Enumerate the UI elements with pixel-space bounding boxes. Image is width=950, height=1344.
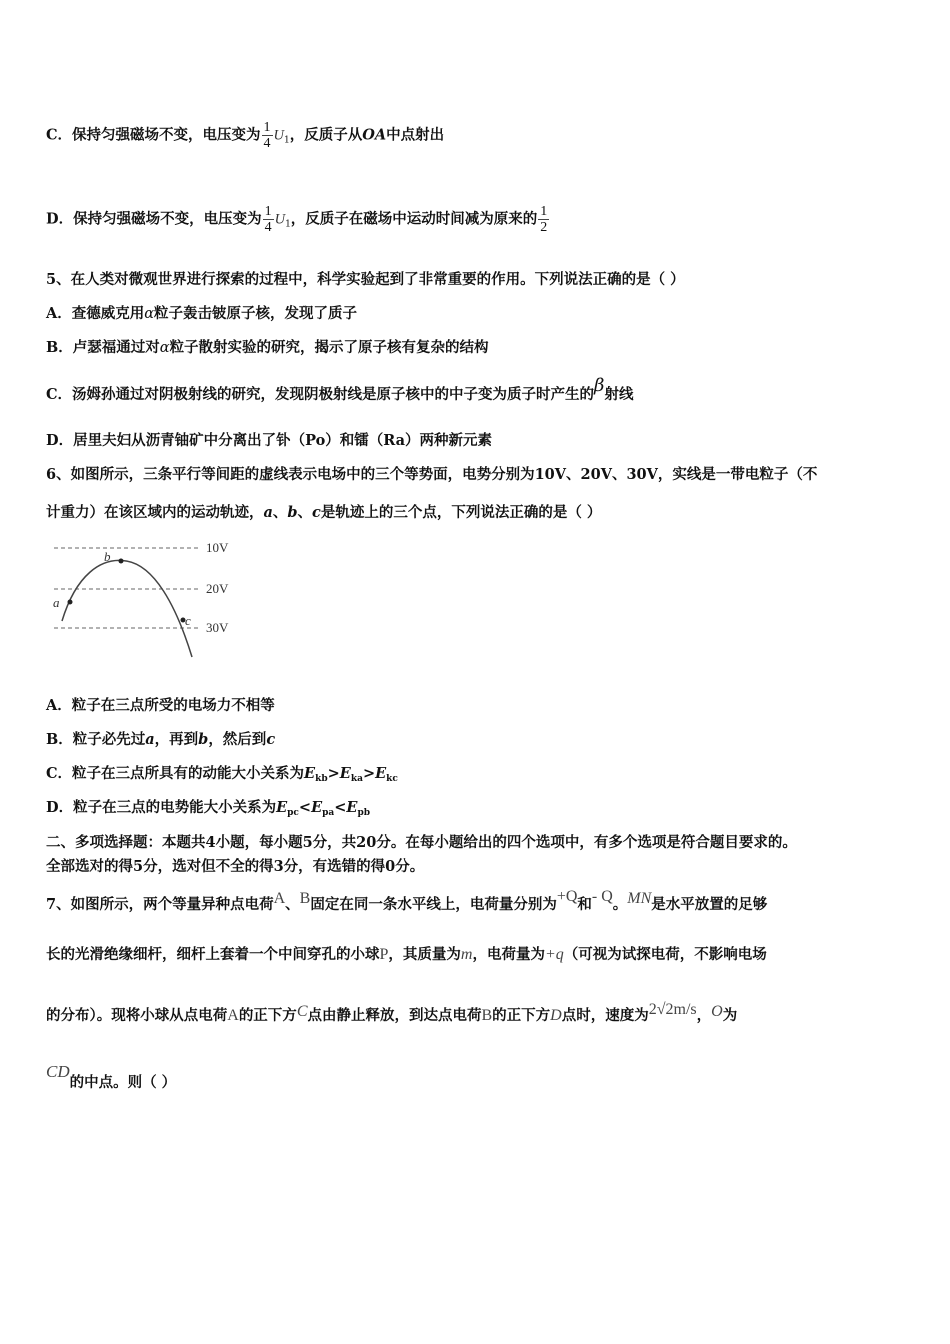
q5-stem: 5、在人类对微观世界进行探索的过程中，科学实验起到了非常重要的作用。下列说法正确的是（ ） [46,271,685,288]
option-text: C．保持匀强磁场不变，电压变为 [46,126,261,144]
q6-option-a: A．粒子在三点所受的电场力不相等 [46,697,275,714]
q6-stem-line2: 计重力）在该区域内的运动轨迹，a、b、c是轨迹上的三个点，下列说法正确的是（ ） [46,504,602,521]
q7-line3: 的分布）。现将小球从点电荷A的正下方C点由静止释放，到达点电荷B的正下方D点时，速度为2√2m/s，O为 [46,1001,738,1024]
q4-option-d: D．保持匀强磁场不变，电压变为 $\frac{1}{4}$ $U_1$，反质子在磁场中运动时间减为原来的 $\frac{1}{2}$ [46,204,548,235]
q6-option-b: B．粒子必先过a，再到b，然后到c [46,731,276,748]
q4-option-c: C．保持匀强磁场不变，电压变为 $\frac{1}{4}$ $U_1$，反质子从OA中点射出 [46,120,445,151]
q5-option-b: B．卢瑟福通过对α粒子散射实验的研究，揭示了原子核有复杂的结构 [46,339,489,356]
point-b [119,559,124,564]
fraction-one-quarter: $\frac{1}{4}$ [263,120,271,151]
q6-option-c: C．粒子在三点所具有的动能大小关系为$E_{kb}>E_{ka}>E_{kc}$ [46,765,398,784]
q5-option-a: A．查德威克用α粒子轰击铍原子核，发现了质子 [46,305,358,322]
section2-line2: 全部选对的得5分，选对但不全的得3分，有选错的得0分。 [46,858,425,875]
q5-option-d: D．居里夫妇从沥青铀矿中分离出了钋（Po）和镭（Ra）两种新元素 [46,432,493,449]
label-point-a: a [53,595,60,610]
fraction-one-half: $\frac{1}{2}$ [540,204,548,235]
alpha-symbol: α [144,306,155,322]
q6-stem-line1: 6、如图所示，三条平行等间距的虚线表示电场中的三个等势面，电势分别为10V、20V、30V，实线是一带电粒子（不 [46,466,818,483]
q6-option-d: D．粒子在三点的电势能大小关系为$E_{pc}<E_{pa}<E_{pb}$ [46,799,371,818]
fraction-one-quarter: $\frac{1}{4}$ [264,204,272,235]
equipotential-figure [46,535,246,660]
label-10v: 10V [206,540,229,555]
alpha-symbol: α [159,340,170,356]
velocity-value: 2√2m/s [648,1001,697,1018]
beta-symbol: β [594,375,605,396]
segment-oa: OA [362,126,387,144]
particle-trajectory [62,560,192,657]
voltage-symbol: U [273,127,285,144]
q7-line2: 长的光滑绝缘细杆，细杆上套着一个中间穿孔的小球P，其质量为m，电荷量为+q（可视为试探电荷，不影响电场 [46,946,767,963]
q5-option-c: C．汤姆孙通过对阴极射线的研究，发现阴极射线是原子核中的中子变为质子时产生的β射线 [46,375,634,403]
label-20v: 20V [206,581,229,596]
section2-line1: 二、多项选择题：本题共4小题，每小题5分，共20分。在每小题给出的四个选项中，有多个选项是符合题目要求的。 [46,834,797,851]
q7-line1: 7、如图所示，两个等量异种点电荷A、B固定在同一条水平线上，电荷量分别为+Q和- Q。MN是水平放置的足够 [46,888,768,913]
q7-line4: CD的中点。则（ ） [46,1062,177,1091]
point-a [68,600,73,605]
label-30v: 30V [206,620,229,635]
label-point-b: b [104,549,111,564]
voltage-symbol: U [274,211,286,228]
label-point-c: c [185,613,191,628]
